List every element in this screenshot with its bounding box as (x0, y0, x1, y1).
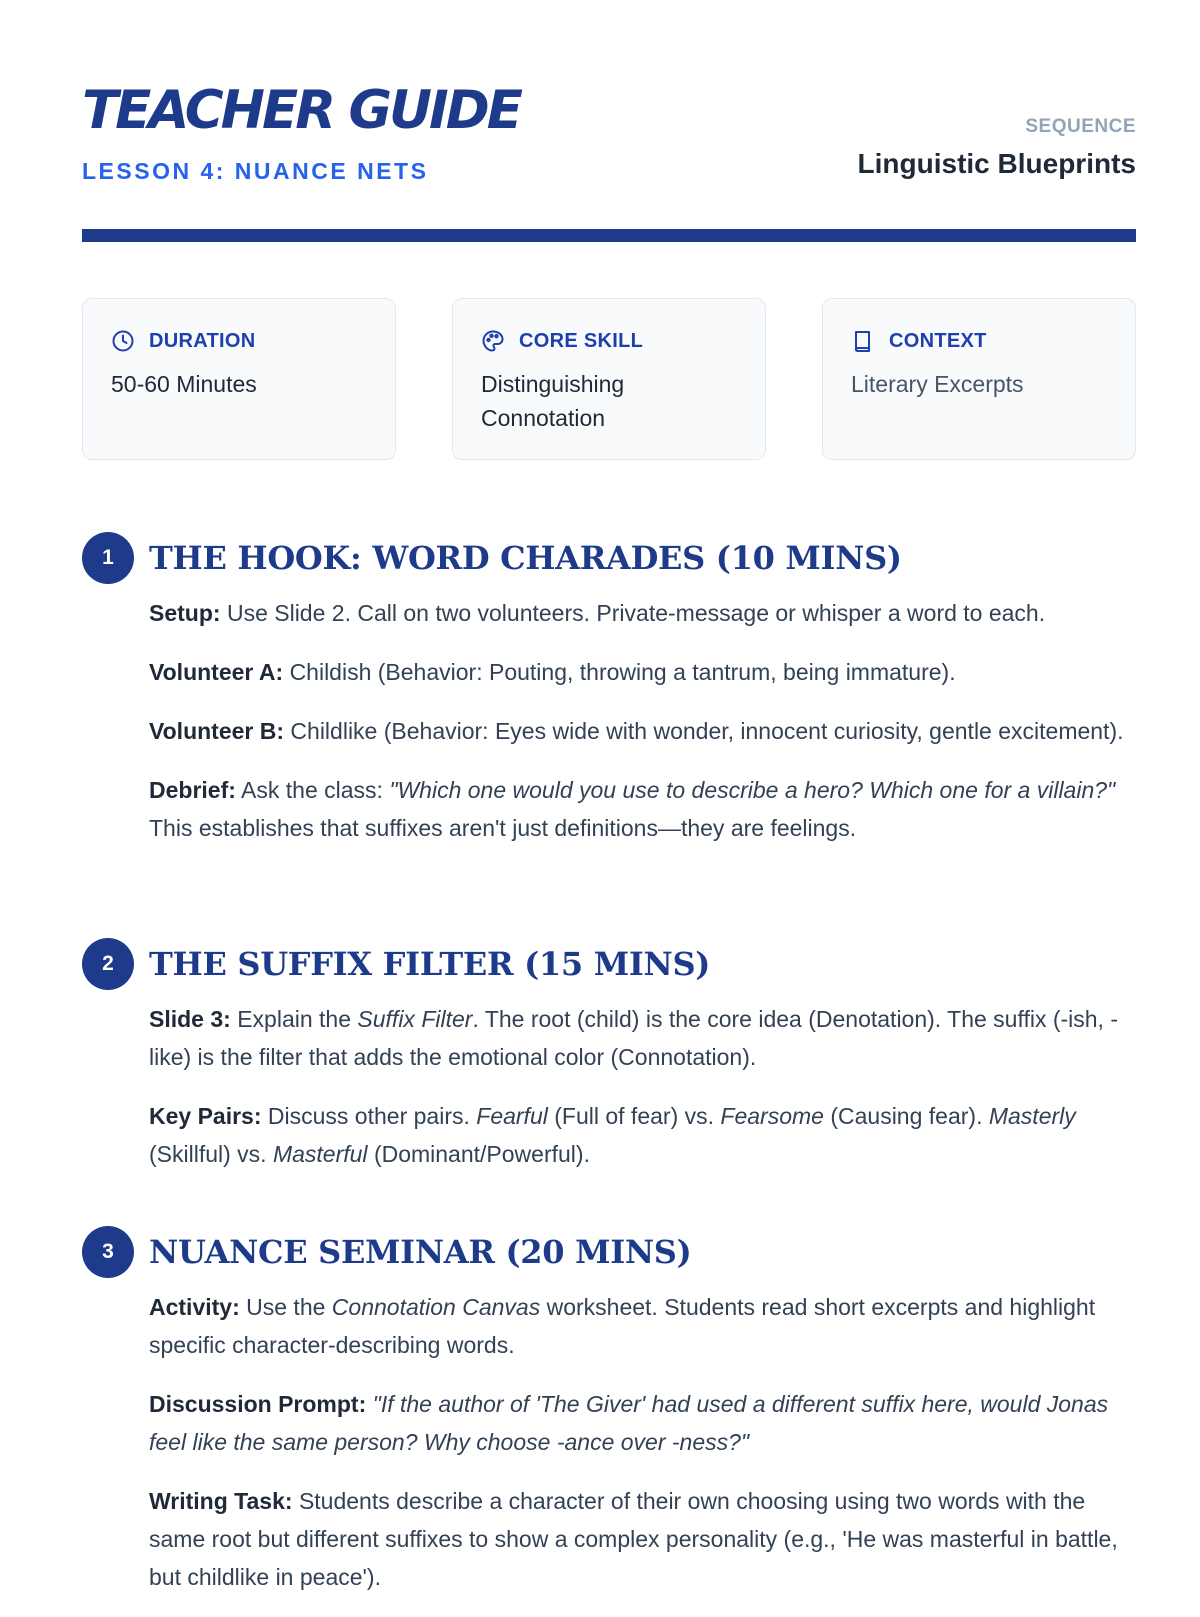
paragraph-text: This establishes that suffixes aren't just definitions—they are feelings. (149, 815, 857, 841)
paragraph-label: Setup: (149, 600, 221, 626)
paragraph-text: (Dominant/Powerful). (373, 1141, 590, 1167)
book-icon (851, 329, 875, 353)
card-value: Distinguishing Connotation (481, 371, 625, 431)
section-body (149, 1000, 1139, 1194)
page-header (82, 80, 1136, 200)
paragraph-text: worksheet. Students read short excerpts and highlight specific character-describing words. (149, 1294, 1096, 1358)
palette-icon (481, 329, 505, 353)
paragraph-activity (149, 1288, 1139, 1364)
paragraph-key-pairs (149, 1097, 1139, 1173)
sequence-value: Linguistic Blueprints (857, 148, 1136, 179)
paragraph-setup (149, 594, 1139, 632)
paragraph-slide-3 (149, 1000, 1139, 1076)
emphasis-text: Masterly (988, 1103, 1076, 1129)
paragraph-label: Key Pairs: (149, 1103, 262, 1129)
duration-card (82, 298, 396, 460)
clock-icon (111, 329, 135, 353)
emphasis-text: Fearful (476, 1103, 548, 1129)
paragraph-text: Use the (246, 1294, 326, 1320)
context-card (822, 298, 1136, 460)
card-label: CORE SKILL (519, 329, 644, 352)
paragraph-text: Students describe a character of their own choosing using two words with the same root but different suffixes to show a complex personality (e.g., 'He was masterful in battle, but childlike in peace'). (149, 1488, 1118, 1590)
paragraph-text: Use Slide 2. Call on two volunteers. Private-message or whisper a word to each. (226, 600, 1046, 626)
paragraph-text: Explain the (237, 1006, 352, 1032)
paragraph-discussion-prompt (149, 1385, 1139, 1461)
section-title: THE HOOK: WORD CHARADES (10 MINS) (149, 539, 902, 577)
card-header (851, 328, 987, 354)
page-title: TEACHER GUIDE (82, 80, 520, 141)
quote-text: "If the author of 'The Giver' had used a different suffix here, would Jonas feel like the same person? Why choose -ance over -ness?" (149, 1391, 1109, 1455)
paragraph-label: Discussion Prompt: (149, 1391, 367, 1417)
emphasis-text: Connotation Canvas (331, 1294, 541, 1320)
paragraph-text: (Full of fear) vs. (554, 1103, 715, 1129)
paragraph-text: (Skillful) vs. (149, 1141, 267, 1167)
paragraph-writing-task (149, 1482, 1139, 1596)
paragraph-volunteer-b (149, 712, 1139, 750)
paragraph-label: Volunteer B: (149, 718, 285, 744)
card-label: CONTEXT (889, 329, 987, 352)
paragraph-label: Slide 3: (149, 1006, 231, 1032)
paragraph-text: (Causing fear). (830, 1103, 983, 1129)
paragraph-text: Childlike (Behavior: Eyes wide with wonder, innocent curiosity, gentle excitement). (290, 718, 1124, 744)
card-header (481, 328, 643, 354)
section-number-badge: 1 (82, 532, 134, 584)
emphasis-text: Masterful (272, 1141, 368, 1167)
lesson-subtitle: LESSON 4: NUANCE NETS (82, 158, 429, 184)
quote-text: "Which one would you use to describe a hero? Which one for a villain?" (389, 777, 1116, 803)
paragraph-debrief (149, 771, 1139, 847)
paragraph-label: Writing Task: (149, 1488, 293, 1514)
paragraph-label: Volunteer A: (149, 659, 284, 685)
paragraph-text: . The root (child) is the core idea (Denotation). The suffix (-ish, -like) is the filter that adds the emotional color (Connotation). (149, 1006, 1118, 1070)
section-number-badge: 3 (82, 1226, 134, 1278)
emphasis-text: Suffix Filter (357, 1006, 473, 1032)
section-title: NUANCE SEMINAR (20 MINS) (149, 1233, 692, 1271)
section-body (149, 594, 1139, 868)
paragraph-text: Discuss other pairs. (267, 1103, 470, 1129)
card-label: DURATION (149, 329, 256, 352)
card-header (111, 328, 255, 354)
core-skill-card (452, 298, 766, 460)
paragraph-label: Debrief: (149, 777, 236, 803)
card-value: Literary Excerpts (851, 371, 1024, 397)
section-title: THE SUFFIX FILTER (15 MINS) (149, 945, 711, 983)
card-value: 50-60 Minutes (111, 371, 257, 397)
paragraph-text: Childish (Behavior: Pouting, throwing a tantrum, being immature). (289, 659, 956, 685)
paragraph-text: Ask the class: (241, 777, 383, 803)
section-body (149, 1288, 1139, 1617)
sequence-label: SEQUENCE (1025, 116, 1136, 137)
emphasis-text: Fearsome (720, 1103, 824, 1129)
lesson-info-cards (82, 298, 1136, 462)
section-number-badge: 2 (82, 938, 134, 990)
paragraph-volunteer-a (149, 653, 1139, 691)
header-divider (82, 229, 1136, 242)
paragraph-label: Activity: (149, 1294, 240, 1320)
